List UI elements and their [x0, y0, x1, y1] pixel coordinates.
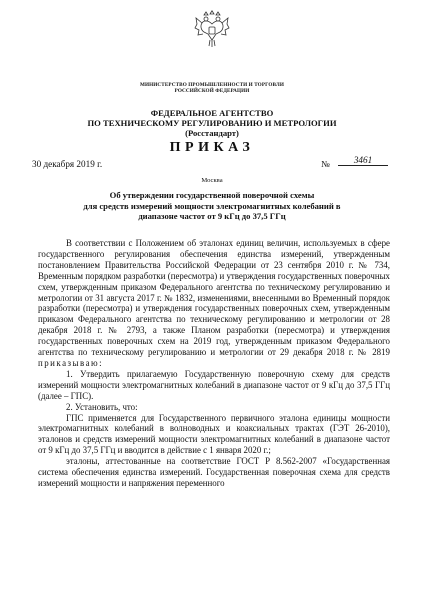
paragraph-preamble: [38, 238, 390, 369]
agency-name: [0, 108, 424, 138]
paragraph-gps-scope: ГПС применяется для Государственного первичного эталона единицы мощности электромагнитных колебаний в волноводных и коаксиальных трактах (ГЭТ 26-2010), эталонов и средств измерений мощности электромагнитных колебаний в диапазоне частот от 9 кГц до 37,5 ГГц и вводится в действие с 1 января 2020 г.;: [38, 412, 390, 456]
order-number: 3461: [338, 155, 388, 166]
order-verb: приказываю:: [38, 357, 104, 368]
coat-of-arms-icon: [194, 10, 230, 50]
order-number-label: №: [321, 159, 330, 169]
title-line-1: Об утверждении государственной поверочной схемы: [109, 190, 315, 200]
agency-line-1: ФЕДЕРАЛЬНОЕ АГЕНТСТВО: [150, 108, 274, 118]
title-line-2: для средств измерений мощности электромагнитных колебаний в: [83, 200, 341, 211]
order-date: 30 декабря 2019 г.: [32, 159, 103, 169]
ministry-line-1: МИНИСТЕРСТВО ПРОМЫШЛЕННОСТИ И ТОРГОВЛИ: [140, 82, 284, 88]
order-title: [40, 190, 384, 222]
title-line-3: диапазоне частот от 9 кГц до 37,5 ГГц: [138, 211, 286, 222]
city: Москва: [201, 177, 223, 184]
ministry-name: [0, 82, 424, 95]
agency-line-3: (Росстандарт): [185, 128, 239, 138]
paragraph-item-2: 2. Установить, что:: [66, 401, 138, 412]
document-type: ПРИКАЗ: [169, 140, 255, 155]
paragraph-standards: эталоны, аттестованные на соответствие ГОСТ Р 8.562-2007 «Государственная система обеспечения единства измерений. Государственная поверочная схема для средств измерений мощности и напряжения переменного: [38, 456, 390, 488]
ministry-line-2: РОССИЙСКОЙ ФЕДЕРАЦИИ: [174, 88, 250, 95]
order-body: [38, 238, 390, 489]
paragraph-item-1: 1. Утвердить прилагаемую Государственную поверочную схему для средств измерений мощности электромагнитных колебаний в диапазоне частот от 9 кГц до 37,5 ГГц (далее – ГПС).: [38, 368, 390, 401]
agency-line-2: ПО ТЕХНИЧЕСКОМУ РЕГУЛИРОВАНИЮ И МЕТРОЛОГИИ: [87, 118, 337, 128]
preamble-text: В соответствии с Положением об эталонах единиц величин, используемых в сфере государственного регулирования обеспечения единства измерений, утвержденным постановлением Правительства Российской Федерации от 23 сентября 2010 г. № 734, Временным порядком разработки (пересмотра) и утверждения государственных поверочных схем, утвержденным приказом Федерального агентства по техническому регулированию и метрологии от 31 августа 2017 г. № 1832, изменениями, внесенными во Временный порядок разработки (пересмотра) и утверждения государственных поверочных схем, утвержденным приказом Федерального агентства по техническому регулированию и метрологии от 28 декабря 2018 г. № 2793, а также Планом разработки (пересмотра) и утверждения государственных поверочных схем на 2019 год, утвержденным приказом Федерального агентства по техническому регулированию и метрологии от 29 декабря 2018 г. № 2819: [38, 238, 390, 358]
